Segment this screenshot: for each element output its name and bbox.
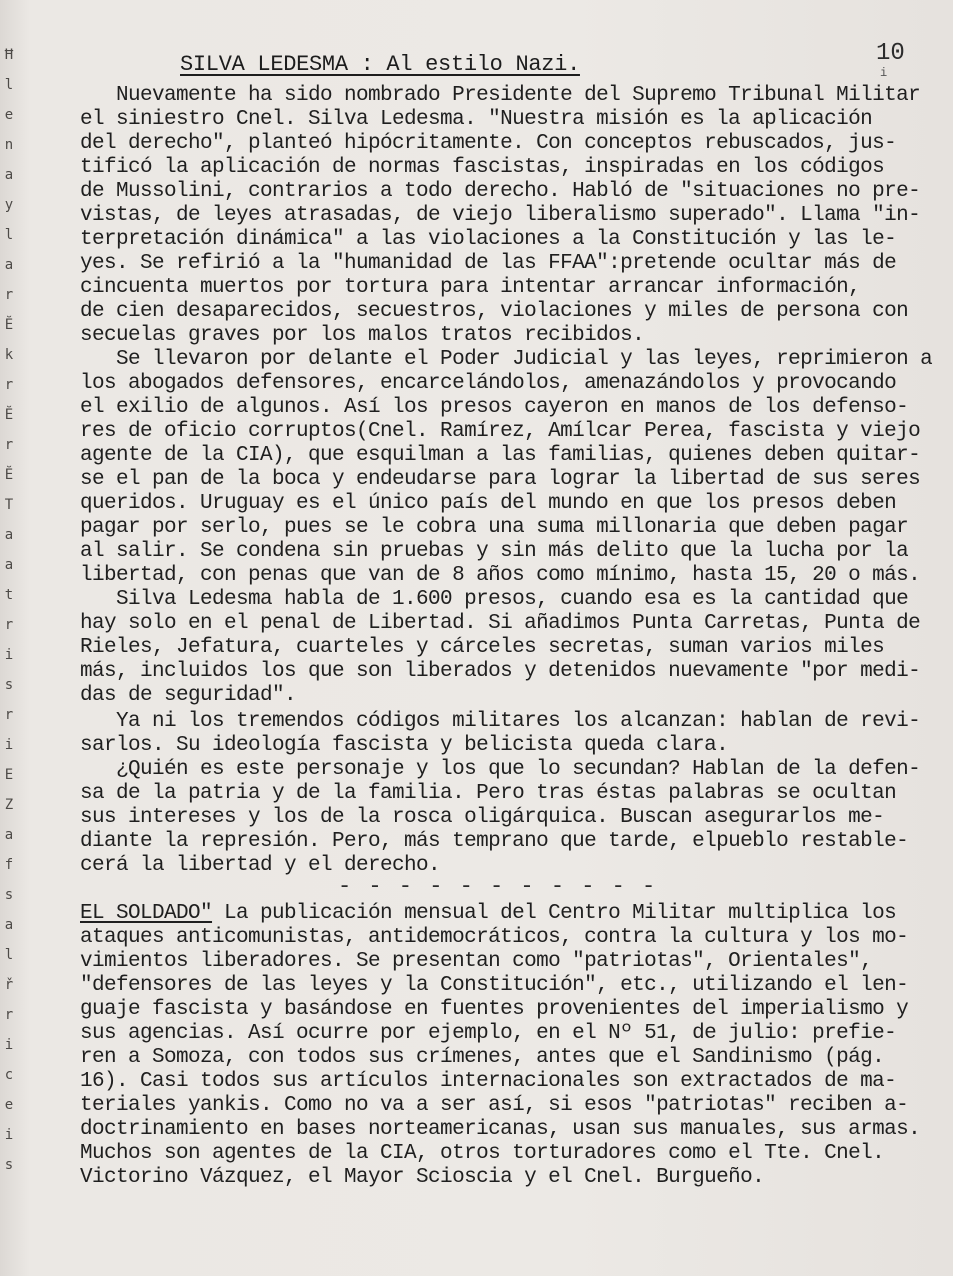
left-margin-marks: [0, 0, 22, 1276]
text-line: sarlos. Su ideología fascista y belicista queda clara.: [80, 734, 729, 757]
text-line: cincuenta muertos por tortura para intentar arrancar información,: [80, 276, 861, 299]
margin-mark: Z: [4, 797, 14, 813]
margin-mark: T: [4, 497, 14, 513]
text-line: ren a Somoza, con todos sus crímenes, antes que el Sandinismo (pág.: [80, 1046, 885, 1069]
text-line: vimientos liberadores. Se presentan como "patriotas", Orientales",: [80, 950, 873, 973]
margin-mark: s: [4, 677, 14, 693]
text-line: Silva Ledesma habla de 1.600 presos, cuando esa es la cantidad que: [80, 588, 909, 611]
page-number-mark: i: [880, 66, 888, 80]
section-label: EL SOLDADO": [80, 902, 213, 925]
margin-mark: a: [4, 527, 14, 543]
text-line: sus intereses y los de la rosca oligárquica. Buscan asegurarlos me-: [80, 806, 885, 829]
text-line: "defensores de las leyes y la Constitución", etc., utilizando el len-: [80, 974, 909, 997]
page-number: 10: [876, 40, 905, 67]
text-line: de cien desaparecidos, secuestros, violaciones y miles de persona con: [80, 300, 909, 323]
margin-mark: i: [4, 737, 14, 753]
margin-mark: r: [4, 377, 14, 393]
margin-mark: Ĕ: [4, 317, 14, 333]
margin-mark: l: [4, 77, 14, 93]
margin-mark: s: [4, 887, 14, 903]
margin-mark: r: [4, 437, 14, 453]
margin-mark: i: [4, 1127, 14, 1143]
margin-mark: i: [4, 647, 14, 663]
margin-mark: e: [4, 107, 14, 123]
section-separator: - - - - - - - - - - -: [338, 874, 658, 899]
margin-mark: a: [4, 827, 14, 843]
text-line: diante la represión. Pero, más temprano que tarde, elpueblo restable-: [80, 830, 909, 853]
margin-mark: l: [4, 947, 14, 963]
text-line: Nuevamente ha sido nombrado Presidente del Supremo Tribunal Militar: [80, 84, 921, 107]
text-line: el siniestro Cnel. Silva Ledesma. "Nuestra misión es la aplicación: [80, 108, 873, 131]
text-line: Rieles, Jefatura, cuarteles y cárceles secretas, suman varios miles: [80, 636, 885, 659]
text-line: tificó la aplicación de normas fascistas, inspiradas en los códigos: [80, 156, 885, 179]
text-line: Ya ni los tremendos códigos militares los alcanzan: hablan de revi-: [80, 710, 921, 733]
text-line: Se llevaron por delante el Poder Judicial y las leyes, reprimieron a: [80, 348, 933, 371]
text-line: teriales yankis. Como no va a ser así, si esos "patriotas" reciben a-: [80, 1094, 909, 1117]
text-line: ataques anticomunistas, antidemocráticos, contra la cultura y los mo-: [80, 926, 909, 949]
margin-mark: i: [4, 1037, 14, 1053]
margin-mark: c: [4, 1067, 14, 1083]
text-line: sa de la patria y de la familia. Pero tras éstas palabras se ocultan: [80, 782, 897, 805]
text-span: La publicación mensual del Centro Militar multiplica los: [212, 902, 897, 925]
margin-mark: ř: [4, 977, 14, 993]
text-line: sus agencias. Así ocurre por ejemplo, en el Nº 51, de julio: prefie-: [80, 1022, 897, 1045]
margin-mark: a: [4, 167, 14, 183]
text-line: das de seguridad".: [80, 684, 297, 707]
text-line: queridos. Uruguay es el único país del mundo en que los presos deben: [80, 492, 897, 515]
text-line: el exilio de algunos. Así los presos cayeron en manos de los defenso-: [80, 396, 909, 419]
margin-mark: y: [4, 197, 14, 213]
text-line: de Mussolini, contrarios a todo derecho. Habló de "situaciones no pre-: [80, 180, 921, 203]
text-line: ¿Quién es este personaje y los que lo secundan? Hablan de la defen-: [80, 758, 921, 781]
text-line: se el pan de la boca y endeudarse para lograr la libertad de sus seres: [80, 468, 921, 491]
text-line: 16). Casi todos sus artículos internacionales son extractados de ma-: [80, 1070, 897, 1093]
text-line: vistas, de leyes atrasadas, de viejo liberalismo superado". Llama "in-: [80, 204, 921, 227]
text-line: doctrinamiento en bases norteamericanas, usan sus manuales, sus armas.: [80, 1118, 921, 1141]
margin-mark: a: [4, 917, 14, 933]
margin-mark: a: [4, 557, 14, 573]
margin-mark: E: [4, 767, 14, 783]
article-heading: SILVA LEDESMA : Al estilo Nazi.: [180, 52, 580, 77]
text-line: al salir. Se condena sin pruebas y sin más delito que la lucha por la: [80, 540, 909, 563]
text-line: yes. Se refirió a la "humanidad de las FFAA":pretende ocultar más de: [80, 252, 897, 275]
margin-mark: r: [4, 707, 14, 723]
text-line: cerá la libertad y el derecho.: [80, 854, 441, 877]
margin-mark: Ħ: [4, 47, 14, 63]
margin-mark: l: [4, 227, 14, 243]
text-line: agente de la CIA), que esquilman a las familias, quienes deben quitar-: [80, 444, 921, 467]
text-line: pagar por serlo, pues se le cobra una suma millonaria que deben pagar: [80, 516, 909, 539]
text-line: secuelas graves por los malos tratos recibidos.: [80, 324, 645, 347]
margin-mark: r: [4, 617, 14, 633]
margin-mark: t: [4, 587, 14, 603]
margin-mark: f: [4, 857, 14, 873]
margin-mark: r: [4, 1007, 14, 1023]
text-line: Victorino Vázquez, el Mayor Scioscia y el Cnel. Burgueño.: [80, 1166, 765, 1189]
margin-mark: k: [4, 347, 14, 363]
margin-mark: e: [4, 1097, 14, 1113]
text-line: libertad, con penas que van de 8 años como mínimo, hasta 15, 20 o más.: [80, 564, 921, 587]
text-line: guaje fascista y basándose en fuentes provenientes del imperialismo y: [80, 998, 909, 1021]
margin-mark: Ĕ: [4, 467, 14, 483]
margin-mark: r: [4, 287, 14, 303]
text-line: hay solo en el penal de Libertad. Si añadimos Punta Carretas, Punta de: [80, 612, 921, 635]
text-line: res de oficio corruptos(Cnel. Ramírez, Amílcar Perea, fascista y viejo: [80, 420, 921, 443]
text-line: más, incluidos los que son liberados y detenidos nuevamente "por medi-: [80, 660, 921, 683]
text-line: terpretación dinámica" a las violaciones a la Constitución y las le-: [80, 228, 897, 251]
margin-mark: n: [4, 137, 14, 153]
text-line: [80, 902, 940, 926]
text-line: los abogados defensores, encarcelándolos, amenazándolos y provocando: [80, 372, 897, 395]
margin-mark: a: [4, 257, 14, 273]
text-line: del derecho", planteó hipócritamente. Con conceptos rebuscados, jus-: [80, 132, 897, 155]
margin-mark: Ĕ: [4, 407, 14, 423]
text-line: Muchos son agentes de la CIA, otros torturadores como el Tte. Cnel.: [80, 1142, 885, 1165]
margin-mark: s: [4, 1157, 14, 1173]
